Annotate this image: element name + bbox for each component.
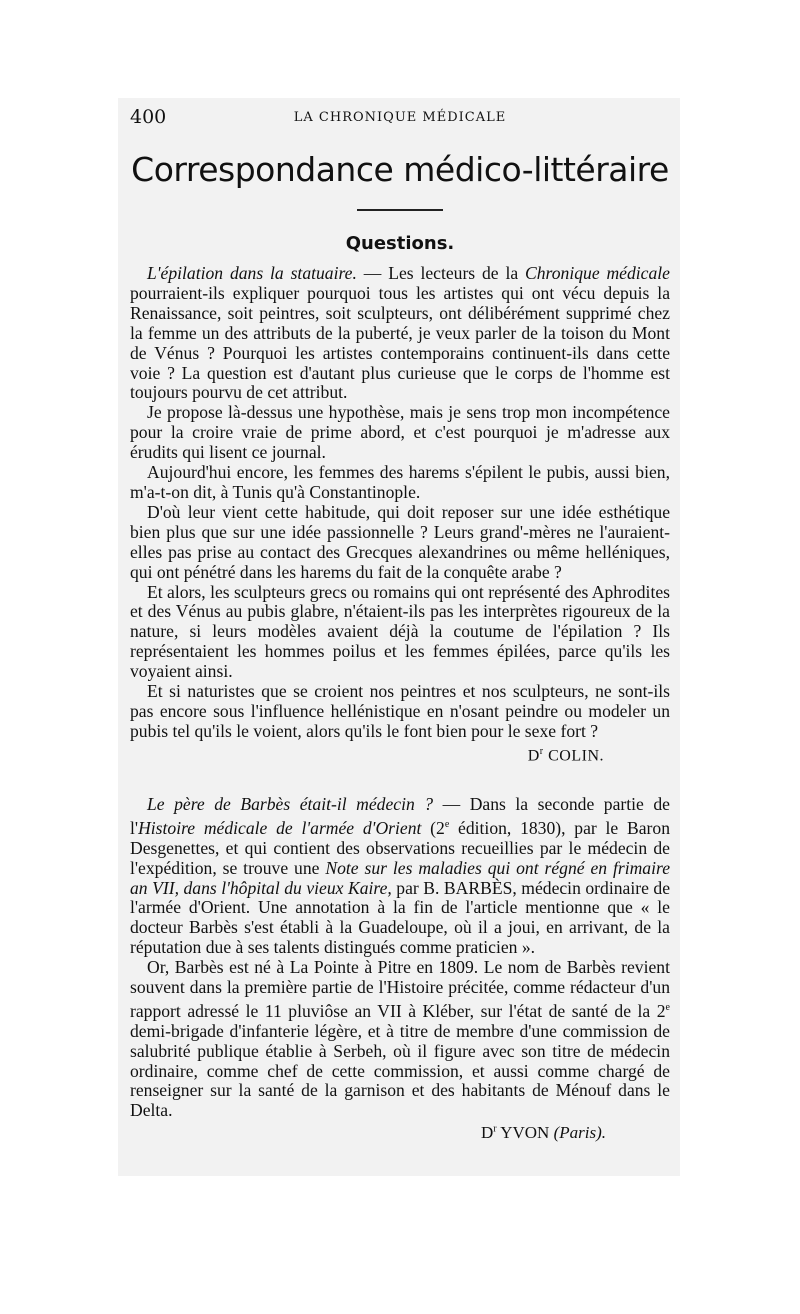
signature-yvon: $D^r$ YVON (Paris). (480, 1123, 606, 1143)
article-barbes (130, 795, 670, 1121)
page-number: 400 (130, 106, 167, 128)
paragraph: Et alors, les sculpteurs grecs ou romains qui ont représenté des Aphrodites et des Vénus au pubis glabre, n'étaient-ils pas les interprètes rigoureux de la nature, si leurs modèles avaient déjà la coutume de l'épilation ? Ils représentaient les hommes poilus et les femmes épilées, parce qu'ils les voyaient ainsi. (130, 581, 670, 682)
journal-name: Chronique médicale (525, 263, 670, 283)
paragraph: D'où leur vient cette habitude, qui doit reposer sur une idée esthétique bien plus que sur une idée passionnelle ? Leurs grand'-mères ne l'auraient-elles pas prise au contact des Grecques alexandrines ou même helléniques, qui ont pénétré dans les harems du fait de la conquête arabe ? (130, 501, 670, 582)
article-epilation (130, 264, 670, 742)
article-title: Le père de Barbès était-il médecin ? (147, 794, 434, 815)
paragraph: Et si naturistes que se croient nos peintres et nos sculpteurs, ne sont-ils pas encore sous l'influence hellénistique en n'osant peindre ou modeler un pubis tel qu'ils le voient, alors qu'ils le font bien pour le sexe fort ? (130, 681, 670, 741)
section-heading: Questions. (345, 233, 455, 254)
paragraph: Je propose là-dessus une hypothèse, mais je sens trop mon incompétence pour la croire vraie de prime abord, et c'est pourquoi je m'adresse aux érudits qui lisent ce journal. (130, 402, 670, 463)
page-title: Correspondance médico-littéraire (131, 150, 669, 189)
article-title: L'épilation dans la statuaire. (147, 263, 357, 283)
page-content (130, 106, 670, 1143)
signature-colin: $D^r$ COLIN. (527, 745, 604, 765)
paragraph: Or, Barbès est né à La Pointe à Pitre en 1809. Le nom de Barbès revient souvent dans la première partie de l'Histoire précitée, comme rédacteur d'un rapport adressé le 11 pluviôse an VII à Kléber, sur l'état de santé de la 2e demi-brigade d'infanterie légère, et à titre de membre d'une commission de salubrité publique établie à Serbeh, où il figure avec son titre de médecin ordinaire, comme chef de cette commission, et aussi comme chargé de renseigner sur la santé de la garnison et des habitants de Ménouf dans le Delta. (130, 957, 670, 1121)
title-divider (357, 209, 443, 211)
running-title: LA CHRONIQUE MÉDICALE (293, 110, 507, 125)
running-header (130, 106, 670, 136)
paragraph: L'épilation dans la statuaire. — Les lecteurs de la Chronique médicale pourraient-ils expliquer pourquoi tous les artistes qui ont vécu depuis la Renaissance, soit peintres, soit sculpteurs, ont délibérément supprimé chez la femme un des attributs de la puberté, je veux parler de la toison du Mont de Vénus ? Pourquoi les artistes contemporains continuent-ils dans cette voie ? La question est d'autant plus curieuse que le corps de l'homme est toujours pourvu de cet attribut. (130, 263, 670, 403)
paragraph: Aujourd'hui encore, les femmes des harems s'épilent le pubis, aussi bien, m'a-t-on dit, à Tunis qu'à Constantinople. (130, 462, 670, 502)
paragraph: Le père de Barbès était-il médecin ? — Dans la seconde partie de l'Histoire médicale de l'armée d'Orient (2e édition, 1830), par le Baron Desgenettes, et qui contient des observations recueillies par le médecin de l'expédition, se trouve une Note sur les maladies qui ont régné en frimaire an VII, dans l'hôpital du vieux Kaire, par B. BARBÈS, médecin ordinaire de l'armée d'Orient. Une annotation à la fin de l'article mentionne que « le docteur Barbès s'est établi à la Guadeloupe, où il a joui, en arrivant, de la réputation due à ses talents distingués comme praticien ». (130, 794, 670, 958)
